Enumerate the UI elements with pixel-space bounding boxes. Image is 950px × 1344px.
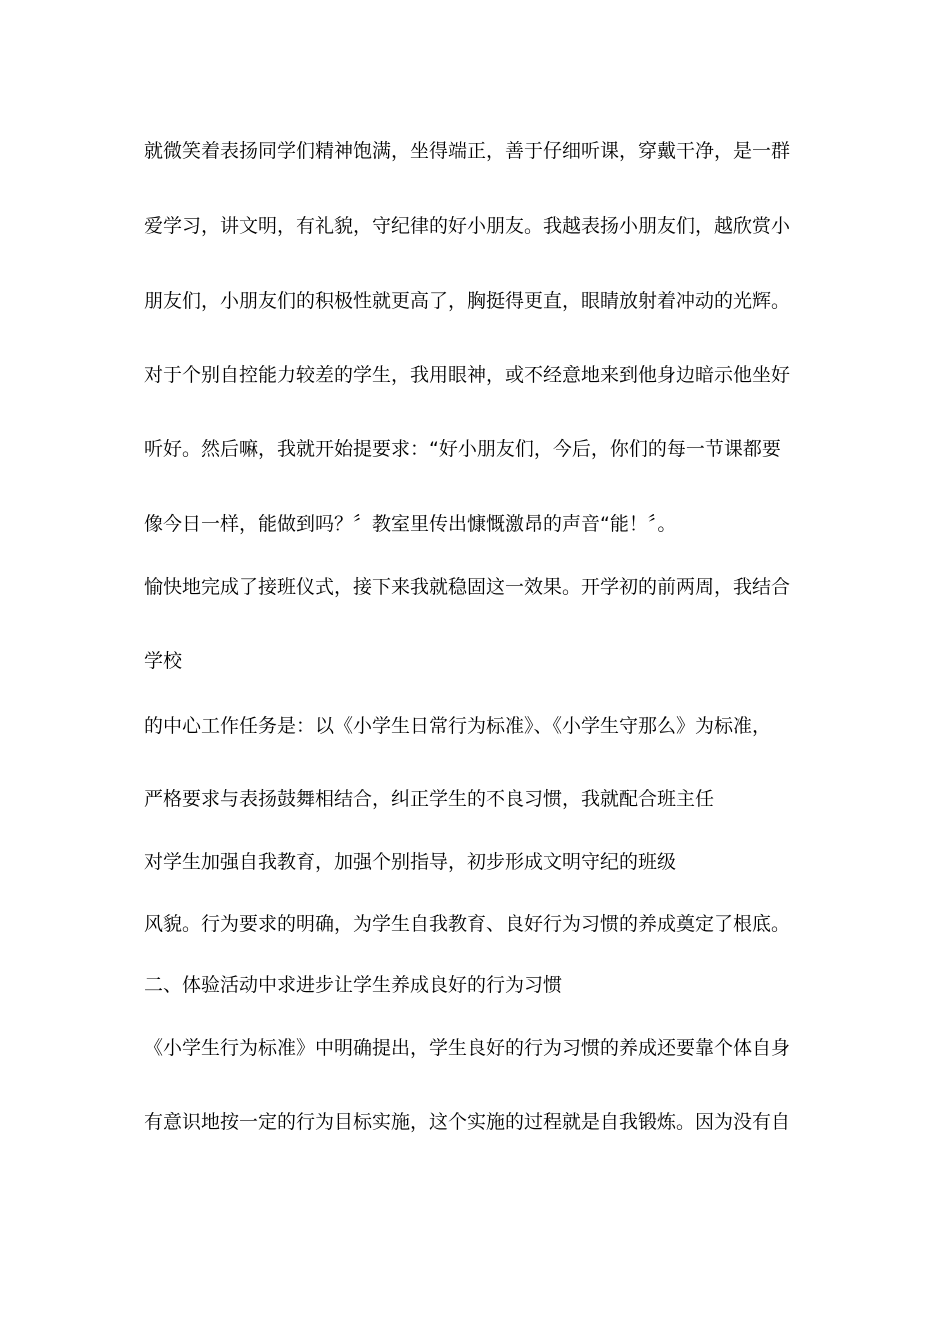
paragraph-line: 爱学习，讲文明，有礼貌，守纪律的好小朋友。我越表扬小朋友们，越欣赏小 (144, 215, 791, 237)
paragraph-line: 像今日一样，能做到吗？〞教室里传出慷慨激昂的声音“能！〞。 (144, 513, 677, 535)
paragraph-line: 朋友们，小朋友们的积极性就更高了，胸挺得更直，眼睛放射着冲动的光辉。 (144, 290, 791, 312)
section-heading: 二、体验活动中求进步让学生养成良好的行为习惯 (144, 974, 563, 996)
paragraph-line: 有意识地按一定的行为目标实施，这个实施的过程就是自我锻炼。因为没有自 (144, 1111, 791, 1133)
paragraph-line: 《小学生行为标准》中明确提出，学生良好的行为习惯的养成还要靠个体自身 (144, 1037, 791, 1059)
paragraph-line: 严格要求与表扬鼓舞相结合，纠正学生的不良习惯，我就配合班主任 (144, 788, 715, 810)
paragraph-line: 愉快地完成了接班仪式，接下来我就稳固这一效果。开学初的前两周，我结合 (144, 576, 791, 598)
paragraph-line: 听好。然后嘛，我就开始提要求：“好小朋友们，今后，你们的每一节课都要 (144, 438, 781, 460)
paragraph-line: 的中心工作任务是：以《小学生日常行为标准》、《小学生守那么》为标准， (144, 715, 772, 737)
paragraph-line: 对于个别自控能力较差的学生，我用眼神，或不经意地来到他身边暗示他坐好 (144, 364, 791, 386)
paragraph-line: 对学生加强自我教育，加强个别指导，初步形成文明守纪的班级 (144, 851, 677, 873)
paragraph-line: 就微笑着表扬同学们精神饱满，坐得端正，善于仔细听课，穿戴干净，是一群 (144, 140, 791, 162)
paragraph-line: 学校 (144, 650, 183, 672)
paragraph-line: 风貌。行为要求的明确，为学生自我教育、良好行为习惯的养成奠定了根底。 (144, 913, 791, 935)
